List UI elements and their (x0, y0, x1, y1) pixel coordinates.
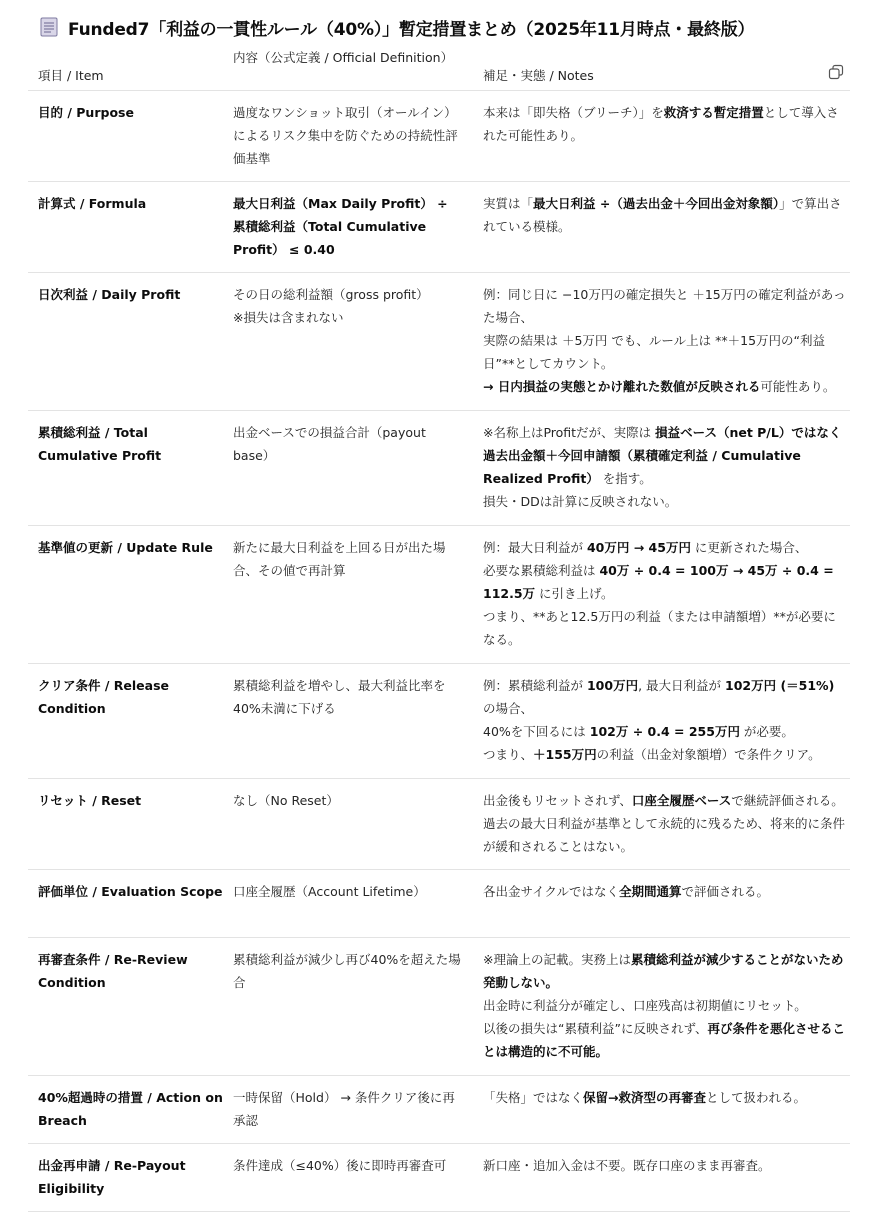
table-row (28, 526, 850, 664)
row-notes: 本来は「即失格（ブリーチ）」を救済する暫定措置として導入された可能性あり。 (483, 105, 839, 143)
row-definition: 累積総利益が減少し再び40%を超えた場合 (233, 952, 461, 990)
row-item-label: リセット / Reset (38, 793, 142, 808)
table-row (28, 938, 850, 1076)
row-definition: 条件達成（≤40%）後に即時再審査可 (233, 1158, 447, 1173)
row-item-label: 累積総利益 / Total Cumulative Profit (38, 425, 162, 463)
row-item-label: 計算式 / Formula (38, 196, 147, 211)
row-item-label: 40%超過時の措置 / Action on Breach (38, 1090, 223, 1128)
row-item-label: 再審査条件 / Re-Review Condition (38, 952, 188, 990)
table-header (28, 44, 850, 91)
row-item-label: 評価単位 / Evaluation Scope (38, 884, 223, 899)
row-notes: 例：同じ日に −10万円の確定損失と ＋15万円の確定利益があった場合、 実際の結果は ＋5万円 でも、ルール上は **＋15万円の“利益日”**としてカウント。 → 日内損益の実態とかけ離れた数値が反映される可能性あり。 (483, 287, 846, 394)
row-definition: なし（No Reset） (233, 793, 339, 808)
row-notes: 実質は「最大日利益 ÷（過去出金＋今回出金対象額）」で算出されている模様。 (483, 196, 842, 234)
row-definition: 新たに最大日利益を上回る日が出た場合、その値で再計算 (233, 540, 446, 578)
table-body (28, 91, 850, 1212)
row-definition: 最大日利益（Max Daily Profit） ÷ 累積総利益（Total Cumulative Profit） ≤ 0.40 (233, 196, 448, 257)
row-notes: 例：最大日利益が 40万円 → 45万円 に更新された場合、 必要な累積総利益は 40万 ÷ 0.4 = 100万 → 45万 ÷ 0.4 = 112.5万 に引き上げ。 つまり、**あと12.5万円の利益（または申請額増）**が必要になる。 (483, 540, 836, 647)
row-definition: 一時保留（Hold） → 条件クリア後に再承認 (233, 1090, 455, 1128)
table-row (28, 273, 850, 411)
row-definition: その日の総利益額（gross profit） ※損失は含まれない (233, 287, 429, 325)
page-title-bar (40, 10, 860, 44)
row-notes: ※理論上の記載。実務上は累積総利益が減少することがないため発動しない。 出金時に利益分が確定し、口座残高は初期値にリセット。 以後の損失は“累積利益”に反映されず、再び条件を悪化させることは構造的に不可能。 (483, 952, 845, 1059)
table-row (28, 182, 850, 273)
copy-icon[interactable] (828, 64, 844, 80)
row-definition: 出金ベースでの損益合計（payout base） (233, 425, 426, 463)
row-definition: 過度なワンショット取引（オールイン）によるリスク集中を防ぐための持続性評価基準 (233, 105, 458, 166)
row-item-label: 出金再申請 / Re-Payout Eligibility (38, 1158, 186, 1196)
table-row (28, 91, 850, 182)
table-row (28, 1144, 850, 1212)
row-definition: 累積総利益を増やし、最大利益比率を40%未満に下げる (233, 678, 446, 716)
column-header-definition: 内容（公式定義 / Official Definition） (233, 50, 454, 65)
row-notes: 例：累積総利益が 100万円, 最大日利益が 102万円 (＝51%) の場合、 40%を下回るには 102万 ÷ 0.4 = 255万円 が必要。 つまり、＋155万円の利益（出金対象額増）で条件クリア。 (483, 678, 835, 762)
table-row (28, 664, 850, 779)
table-row (28, 1076, 850, 1144)
column-header-item: 項目 / Item (38, 68, 104, 83)
column-header-notes: 補足・実態 / Notes (483, 68, 594, 83)
table-row (28, 870, 850, 938)
row-item-label: 基準値の更新 / Update Rule (38, 540, 213, 555)
row-item-label: 目的 / Purpose (38, 105, 134, 120)
table-row (28, 779, 850, 870)
row-item-label: クリア条件 / Release Condition (38, 678, 169, 716)
page-title: Funded7「利益の一貫性ルール（40%）」暫定措置まとめ（2025年11月時点・最終版） (68, 19, 755, 40)
row-item-label: 日次利益 / Daily Profit (38, 287, 181, 302)
row-definition: 口座全履歴（Account Lifetime） (233, 884, 426, 899)
row-notes: 出金後もリセットされず、口座全履歴ベースで継続評価される。 過去の最大日利益が基準として永続的に残るため、将来的に条件が緩和されることはない。 (483, 793, 846, 854)
table-row (28, 411, 850, 526)
row-notes: 各出金サイクルではなく全期間通算で評価される。 (483, 884, 770, 899)
document-icon (40, 17, 58, 37)
rules-table (28, 44, 850, 1212)
row-notes: ※名称上はProfitだが、実際は 損益ベース（net P/L）ではなく過去出金額＋今回申請額（累積確定利益 / Cumulative Realized Profit） を指す。 損失・DDは計算に反映されない。 (483, 425, 842, 509)
row-notes: 「失格」ではなく保留→救済型の再審査として扱われる。 (483, 1090, 807, 1105)
row-notes: 新口座・追加入金は不要。既存口座のまま再審査。 (483, 1158, 771, 1173)
